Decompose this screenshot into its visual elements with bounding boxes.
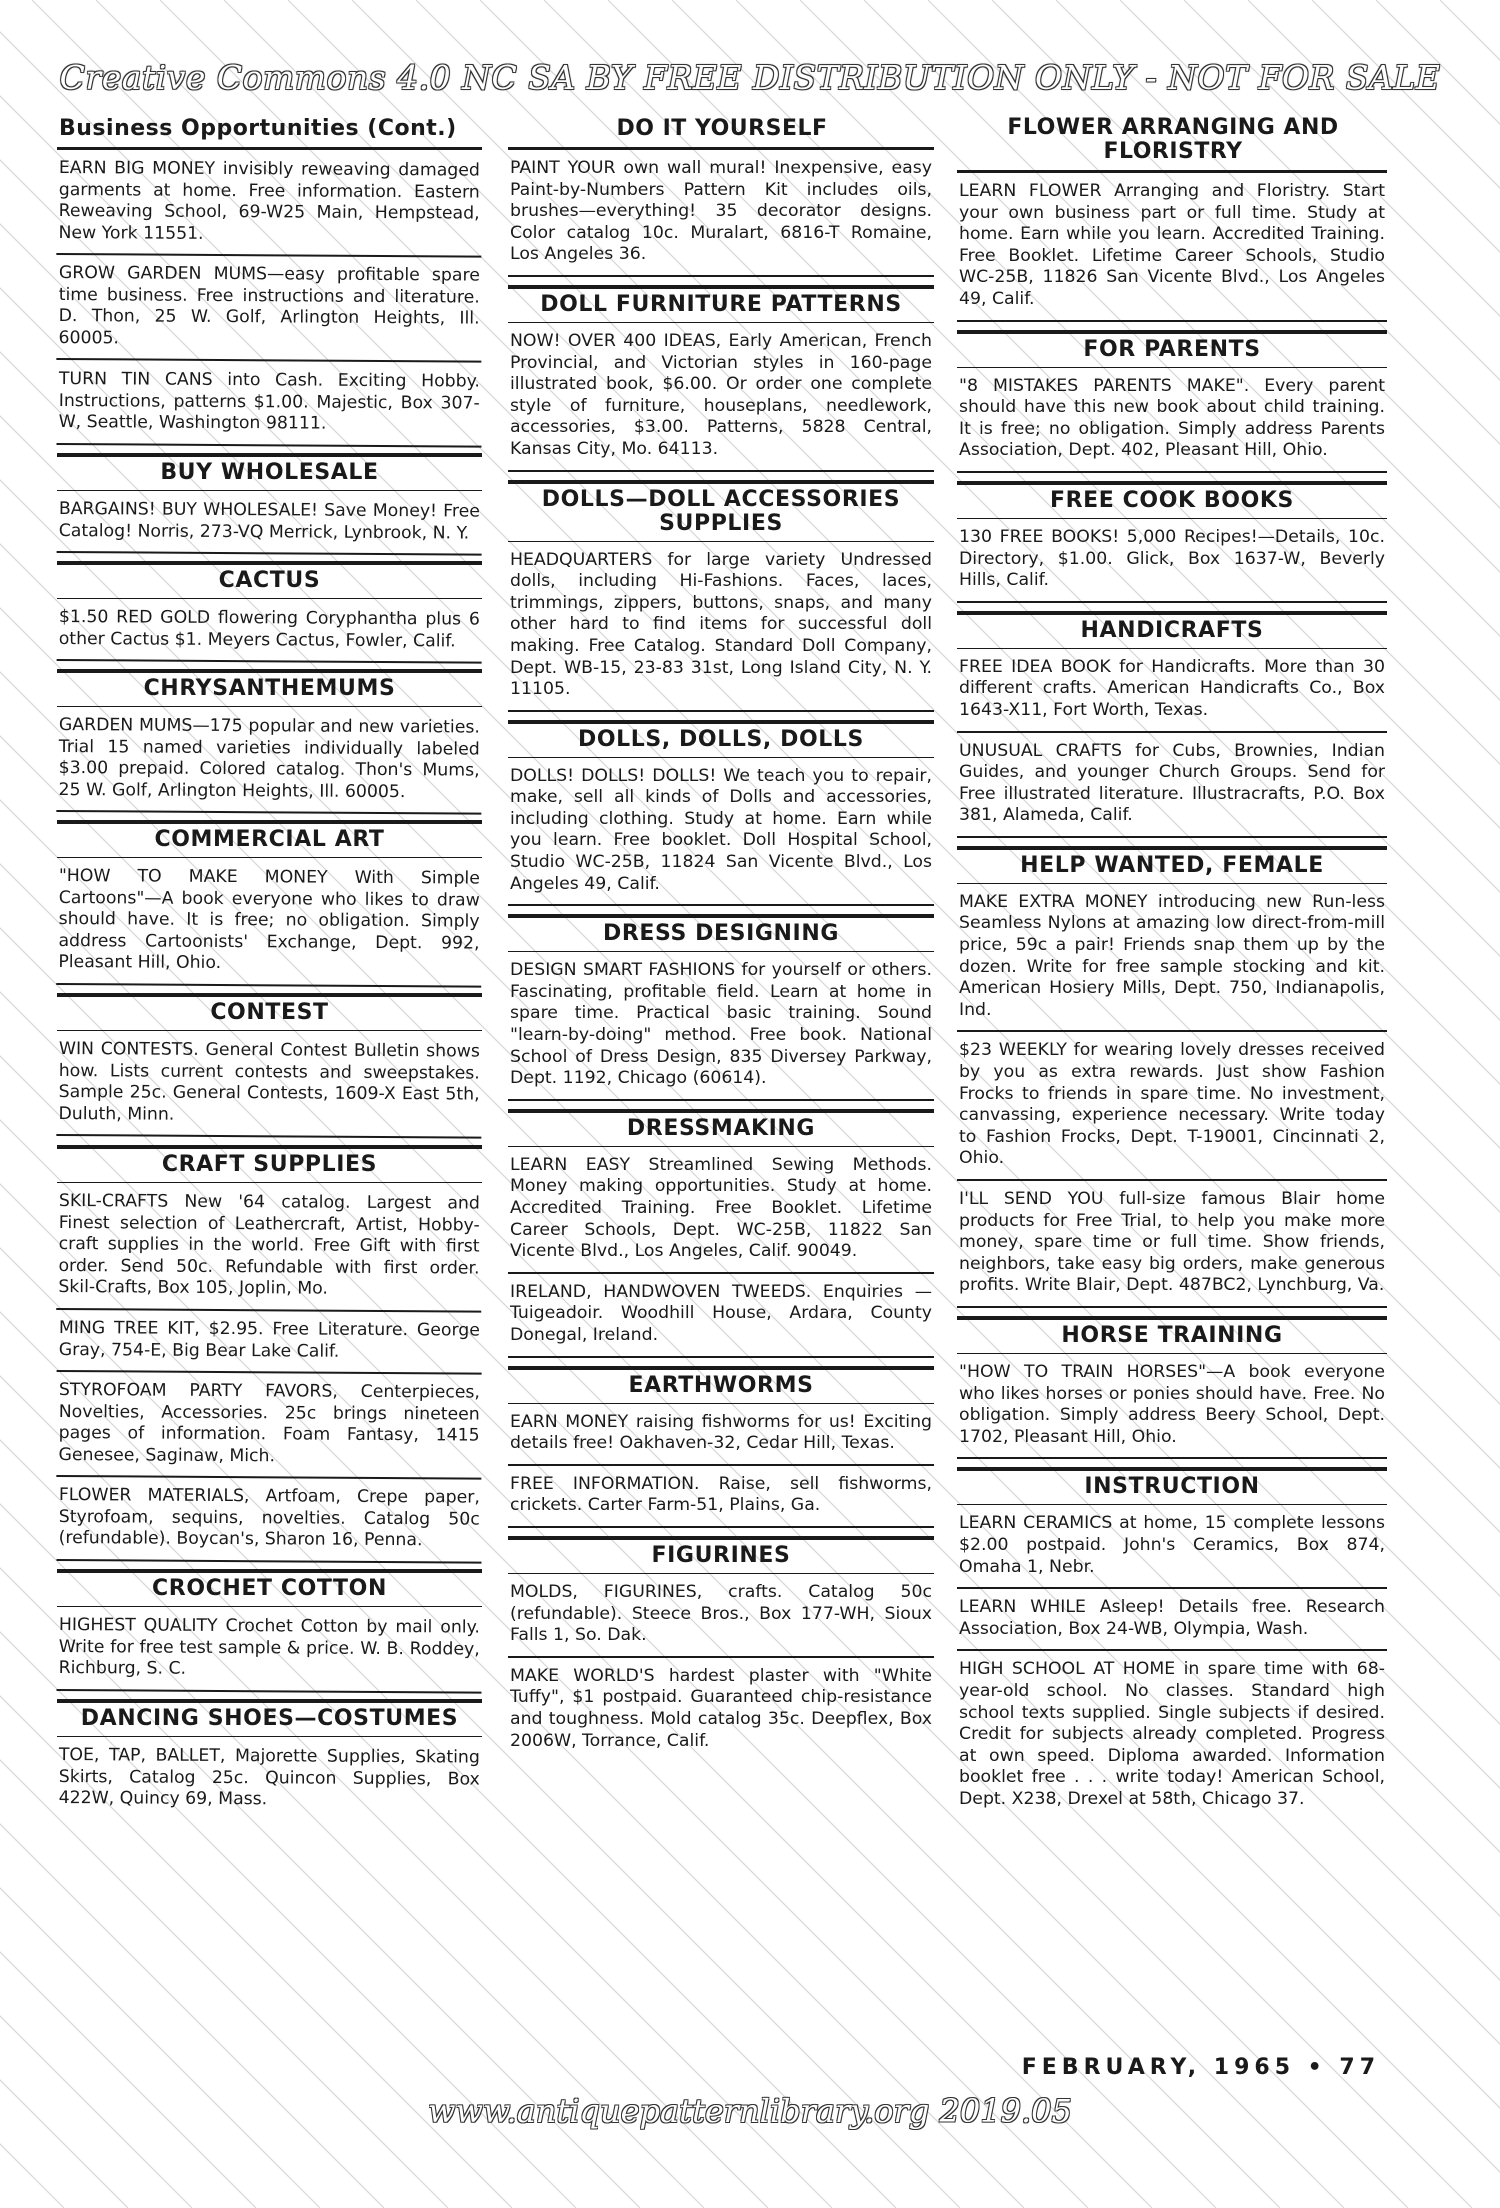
classified-ad: I'LL SEND YOU full-size famous Blair home products for Free Trial, to help you make more money, spare time or full time. Show friends, neighbors, take easy big orders, make generous profits. Write Blair, Dept. 487BC2, Lynchburg, Va. <box>957 1181 1387 1308</box>
section-buy-wholesale <box>57 453 482 553</box>
classified-ad: GROW GARDEN MUMS—easy profitable spare time business. Free instructions and literature. D. Thon, 25 W. Golf, Arlington Heights, Ill. 60005. <box>56 255 482 363</box>
section-heading: FIGURINES <box>508 1536 934 1574</box>
column-left <box>57 112 482 1819</box>
classified-group <box>957 173 1387 322</box>
column-right <box>957 112 1387 1819</box>
classified-group <box>57 150 482 445</box>
section-heading: CHRYSANTHEMUMS <box>57 669 482 707</box>
classified-ad: GARDEN MUMS—175 popular and new varieties. Trial 15 named varieties individually labeled $3.00 prepaid. Colored catalog. Thon's Mums, 25 W. Golf, Arlington Heights, Ill. 60005. <box>56 707 482 815</box>
library-url-watermark: www.antiquepatternlibrary.org 2019.05 <box>428 2092 1072 2130</box>
classified-ad: MING TREE KIT, $2.95. Free Literature. George Gray, 754-E, Big Bear Lake Calif. <box>57 1310 482 1375</box>
classified-ad: IRELAND, HANDWOVEN TWEEDS. Enquiries — Tuigeadoir. Woodhill House, Ardara, County Donegal, Ireland. <box>508 1274 934 1358</box>
section-chrysanthemums <box>57 669 482 812</box>
section-figurines <box>508 1536 934 1761</box>
classified-ad: EARN BIG MONEY invisibly reweaving damaged garments at home. Free information. Eastern Reweaving School, 69-W25 Main, Hempstead, New York 11551. <box>56 150 482 258</box>
section-heading: DRESSMAKING <box>508 1109 934 1147</box>
section-heading: DRESS DESIGNING <box>508 914 934 952</box>
section-doll-furniture <box>508 285 934 472</box>
classified-ad: LEARN EASY Streamlined Sewing Methods. Money making opportunities. Study at home. Accredited Training. Free Booklet. Lifetime Career Schools, Dept. WC-25B, 11822 San Vicente Blvd., Los Angeles, Calif. 90049. <box>508 1147 934 1274</box>
section-heading: CACTUS <box>57 561 482 599</box>
classified-ad: $23 WEEKLY for wearing lovely dresses received by you as extra rewards. Just show Fashion Frocks to friends in spare time. No investment, canvassing, experience necessary. Write today to Fashion Frocks, Dept. T-19001, Cincinnati 2, Ohio. <box>957 1032 1387 1181</box>
classified-ad: HIGHEST QUALITY Crochet Cotton by mail only. Write for free test sample & price. W. B. Roddey, Richburg, S. C. <box>56 1607 482 1693</box>
section-crochet-cotton <box>57 1569 482 1691</box>
section-heading: COMMERCIAL ART <box>57 820 482 858</box>
section-heading: DOLLS—DOLL ACCESSORIES SUPPLIES <box>508 480 934 542</box>
classified-ad: UNUSUAL CRAFTS for Cubs, Brownies, Indian Guides, and younger Church Groups. Send for Free illustrated literature. Illustracrafts, P.O. Box 381, Alameda, Calif. <box>957 733 1387 838</box>
section-heading: FREE COOK BOOKS <box>957 481 1387 519</box>
section-instruction <box>957 1467 1387 1819</box>
section-craft-supplies <box>57 1145 482 1561</box>
section-heading: HELP WANTED, FEMALE <box>957 846 1387 884</box>
classified-ad: DOLLS! DOLLS! DOLLS! We teach you to repair, make, sell all kinds of Dolls and accessories, including clothing. Study at home. Earn while you learn. Free booklet. Doll Hospital School, Studio WC-25B, 11824 San Vicente Blvd., Los Angeles 49, Calif. <box>508 758 934 907</box>
column-title: Business Opportunities (Cont.) <box>57 112 482 150</box>
classified-ad: WIN CONTESTS. General Contest Bulletin shows how. Lists current contests and sweepstakes. Sample 25c. General Contests, 1609-X East 5th, Duluth, Minn. <box>56 1031 482 1139</box>
classified-ad: "8 MISTAKES PARENTS MAKE". Every parent should have this new book about child training. It is free; no obligation. Simply address Parents Association, Dept. 402, Pleasant Hill, Ohio. <box>957 368 1387 473</box>
section-heading: BUY WHOLESALE <box>57 453 482 491</box>
section-earthworms <box>508 1366 934 1528</box>
classified-ad: $1.50 RED GOLD flowering Coryphantha plus 6 other Cactus $1. Meyers Cactus, Fowler, Calif. <box>57 599 482 664</box>
section-for-parents <box>957 330 1387 473</box>
section-dress-designing <box>508 914 934 1101</box>
classified-ad: BARGAINS! BUY WHOLESALE! Save Money! Free Catalog! Norris, 273-VQ Merrick, Lynbrook, N. Y. <box>57 491 482 556</box>
section-dancing-shoes <box>57 1699 482 1819</box>
classified-ad: HEADQUARTERS for large variety Undressed dolls, including Hi-Fashions. Faces, laces, trimmings, zippers, buttons, snaps, and many other hard to find items for successful doll making. Free Catalog. Standard Doll Company, Dept. WB-15, 23-83 31st, Long Island City, N. Y. 11105. <box>508 542 934 712</box>
section-heading: EARTHWORMS <box>508 1366 934 1404</box>
section-dolls-dolls <box>508 720 934 907</box>
classified-ad: FLOWER MATERIALS, Artfoam, Crepe paper, Styrofoam, sequins, novelties. Catalog 50c (refundable). Boycan's, Sharon 16, Penna. <box>56 1477 482 1563</box>
section-cactus <box>57 561 482 661</box>
classified-ad: PAINT YOUR own wall mural! Inexpensive, easy Paint-by-Numbers Pattern Kit includes oils, brushes—everything! 35 decorator designs. Color catalog 10c. Muralart, 6816-T Romaine, Los Angeles 36. <box>508 150 934 277</box>
section-heading: CRAFT SUPPLIES <box>57 1145 482 1183</box>
section-heading: HORSE TRAINING <box>957 1316 1387 1354</box>
column-middle <box>508 112 934 1761</box>
classified-ad: DESIGN SMART FASHIONS for yourself or others. Fascinating, profitable field. Learn at home in spare time. Practical basic training. Sound "learn-by-doing" method. Free book. National School of Dress Design, 835 Diversey Parkway, Dept. 1192, Chicago (60614). <box>508 952 934 1101</box>
section-help-wanted <box>957 846 1387 1308</box>
section-heading: DOLLS, DOLLS, DOLLS <box>508 720 934 758</box>
classified-ad: FREE INFORMATION. Raise, sell fishworms, crickets. Carter Farm-51, Plains, Ga. <box>508 1466 934 1528</box>
section-heading: HANDICRAFTS <box>957 611 1387 649</box>
section-dolls-accessories <box>508 480 934 712</box>
section-commercial-art <box>57 820 482 985</box>
section-heading: FOR PARENTS <box>957 330 1387 368</box>
section-heading: CROCHET COTTON <box>57 1569 482 1607</box>
license-banner: Creative Commons 4.0 NC SA BY FREE DISTRIBUTION ONLY - NOT FOR SALE <box>59 58 1441 97</box>
section-free-cook-books <box>957 481 1387 603</box>
section-horse-training <box>957 1316 1387 1459</box>
classified-ad: TURN TIN CANS into Cash. Exciting Hobby. Instructions, patterns $1.00. Majestic, Box 307-W, Seattle, Washington 98111. <box>56 361 482 447</box>
classified-ad: 130 FREE BOOKS! 5,000 Recipes!—Details, 10c. Directory, $1.00. Glick, Box 1637-W, Beverly Hills, Calif. <box>957 519 1387 603</box>
classified-ad: "HOW TO MAKE MONEY With Simple Cartoons"—A book everyone who likes to draw should have. It is free; no obligation. Simply address Cartoonists' Exchange, Dept. 992, Pleasant Hill, Ohio. <box>56 858 482 988</box>
classified-ad: LEARN CERAMICS at home, 15 complete lessons $2.00 postpaid. John's Ceramics, Box 874, Omaha 1, Nebr. <box>957 1505 1387 1589</box>
classified-ad: "HOW TO TRAIN HORSES"—A book everyone who likes horses or ponies should have. Free. No obligation. Simply address Beery School, Dept. 1702, Pleasant Hill, Ohio. <box>957 1354 1387 1459</box>
classified-ad: MOLDS, FIGURINES, crafts. Catalog 50c (refundable). Steece Bros., Box 177-WH, Sioux Falls 1, So. Dak. <box>508 1574 934 1658</box>
column-title: DO IT YOURSELF <box>508 112 934 150</box>
section-contest <box>57 993 482 1136</box>
classified-ad: STYROFOAM PARTY FAVORS, Centerpieces, Novelties, Accessories. 25c brings nineteen pages of information. Foam Fantasy, 1415 Genesee, Saginaw, Mich. <box>56 1372 482 1480</box>
classified-ad: LEARN FLOWER Arranging and Floristry. Start your own business part or full time. Study at home. Earn while you learn. Accredited Training. Free Booklet. Lifetime Career Schools, Studio WC-25B, 11826 San Vicente Blvd., Los Angeles 49, Calif. <box>957 173 1387 322</box>
classified-group <box>508 150 934 277</box>
classified-ad: HIGH SCHOOL AT HOME in spare time with 68-year-old school. No classes. Standard high school texts supplied. Single subjects if desired. Credit for subjects already completed. Progress at own speed. Diploma awarded. Information booklet free . . . write today! American School, Dept. X238, Drexel at 58th, Chicago 37. <box>959 1659 1385 1809</box>
classified-ad: SKIL-CRAFTS New '64 catalog. Largest and Finest selection of Leathercraft, Artist, Hobby-craft supplies in the world. Free Gift with first order. Send 50c. Refundable with first order. Skil-Crafts, Box 105, Joplin, Mo. <box>56 1183 482 1313</box>
classified-ad: LEARN WHILE Asleep! Details free. Research Association, Box 24-WB, Olympia, Wash. <box>957 1589 1387 1651</box>
section-heading: INSTRUCTION <box>957 1467 1387 1505</box>
classified-ad: NOW! OVER 400 IDEAS, Early American, French Provincial, and Victorian styles in 160-page illustrated book, $6.00. Or order one complete style of furniture, houseplans, needlework, accessories, $3.00. Patterns, 5828 Central, Kansas City, Mo. 64113. <box>508 323 934 472</box>
classified-ad: TOE, TAP, BALLET, Majorette Supplies, Skating Skirts, Catalog 25c. Quincon Supplies, Box 422W, Quincy 69, Mass. <box>58 1744 480 1810</box>
classified-ad: EARN MONEY raising fishworms for us! Exciting details free! Oakhaven-32, Cedar Hill, Texas. <box>508 1404 934 1466</box>
classified-ad: MAKE EXTRA MONEY introducing new Run-less Seamless Nylons at amazing low direct-from-mill price, 59c a pair! Friends snap them up by the dozen. Write for free sample stocking and kit. American Hosiery Mills, Dept. 750, Indianapolis, Ind. <box>957 884 1387 1033</box>
section-heading: DOLL FURNITURE PATTERNS <box>508 285 934 323</box>
issue-date-page-number: FEBRUARY, 1965 • 77 <box>1021 2055 1380 2080</box>
section-heading: CONTEST <box>57 993 482 1031</box>
section-dressmaking <box>508 1109 934 1358</box>
column-title: FLOWER ARRANGING AND FLORISTRY <box>957 112 1387 173</box>
section-handicrafts <box>957 611 1387 838</box>
classified-ad: MAKE WORLD'S hardest plaster with "White Tuffy", $1 postpaid. Guaranteed chip-resistance and toughness. Mold catalog 35c. Deepflex, Box 2006W, Torrance, Calif. <box>510 1665 932 1751</box>
classified-ad: FREE IDEA BOOK for Handicrafts. More than 30 different crafts. American Handicrafts Co., Box 1643-X11, Fort Worth, Texas. <box>957 649 1387 733</box>
section-heading: DANCING SHOES—COSTUMES <box>57 1699 482 1737</box>
